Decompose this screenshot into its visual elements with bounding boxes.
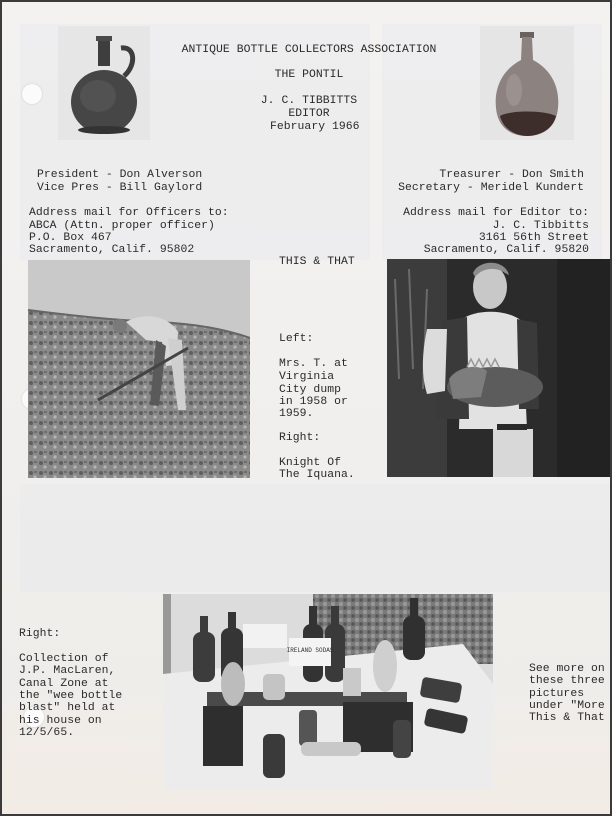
- bottom-left-caption-line: the "wee bottle: [19, 690, 123, 702]
- left-label: Left:: [279, 333, 314, 345]
- bottom-left-caption-line: 12/5/65.: [19, 727, 75, 739]
- bottom-left-caption-line: J.P. MacLaren,: [19, 665, 116, 677]
- left-caption-line: Mrs. T. at: [279, 358, 348, 370]
- dump-digging-photo: [28, 260, 250, 478]
- secretary: Secretary - Meridel Kundert: [398, 182, 584, 194]
- editor-address-line: 3161 56th Street: [478, 232, 589, 244]
- bottom-right-note-line: pictures: [529, 688, 585, 700]
- bottom-right-note-line: This & That: [529, 712, 605, 724]
- treasurer: Treasurer - Don Smith: [439, 169, 584, 181]
- left-caption-line: in 1958 or: [279, 396, 348, 408]
- issue-date: February 1966: [270, 121, 360, 133]
- photo-bottle-collection: [163, 594, 493, 790]
- bottom-right-note-line: See more on: [529, 663, 605, 675]
- photo-knight-of-iguana: [387, 259, 610, 477]
- editor-address-line: Sacramento, Calif. 95820: [423, 244, 589, 256]
- officers-mail-heading: Address mail for Officers to:: [29, 207, 229, 219]
- editor-mail-heading: Address mail for Editor to:: [403, 207, 589, 219]
- bottom-left-caption-line: blast" held at: [19, 702, 116, 714]
- bottom-right-note-line: under "More: [529, 700, 605, 712]
- left-caption-line: Virginia: [279, 371, 335, 383]
- jug-bottle-icon: [58, 26, 150, 140]
- bottom-left-caption-line: his house on: [19, 715, 102, 727]
- vice-president: Vice Pres - Bill Gaylord: [37, 182, 203, 194]
- left-caption-line: City dump: [279, 384, 341, 396]
- punch-hole: [22, 84, 42, 104]
- iguana-portrait-photo: [387, 259, 610, 477]
- officers-address-line: P.O. Box 467: [29, 232, 112, 244]
- officers-address-line: Sacramento, Calif. 95802: [29, 244, 195, 256]
- flask-bottle-icon: [480, 26, 574, 140]
- editor-address-line: J. C. Tibbitts: [492, 220, 589, 232]
- bottom-right-note-line: these three: [529, 675, 605, 687]
- bottom-left-label: Right:: [19, 628, 61, 640]
- organization-title: ANTIQUE BOTTLE COLLECTORS ASSOCIATION: [181, 44, 437, 56]
- president: President - Don Alverson: [37, 169, 203, 181]
- editor-name: J. C. TIBBITTS: [260, 95, 358, 107]
- right-caption-line: The Iquana.: [279, 469, 355, 481]
- bottom-left-caption-line: Collection of: [19, 653, 109, 665]
- bottom-left-caption-line: Canal Zone at: [19, 678, 109, 690]
- jug-bottle-image: [58, 26, 150, 140]
- section-title: THIS & THAT: [279, 256, 355, 268]
- newsletter-page: [2, 2, 610, 814]
- right-caption-line: Knight Of: [279, 457, 341, 469]
- right-label: Right:: [279, 432, 321, 444]
- photo-virginia-city-dump: [28, 260, 250, 478]
- scan-shadow: [20, 484, 610, 592]
- sign-text: IRELAND SODAS: [286, 647, 334, 654]
- flask-bottle-image: [480, 26, 574, 140]
- left-caption-line: 1959.: [279, 408, 314, 420]
- bottle-collection-photo: [163, 594, 493, 790]
- officers-address-line: ABCA (Attn. proper officer): [29, 220, 215, 232]
- editor-label: EDITOR: [288, 108, 330, 120]
- publication-title: THE PONTIL: [274, 69, 344, 81]
